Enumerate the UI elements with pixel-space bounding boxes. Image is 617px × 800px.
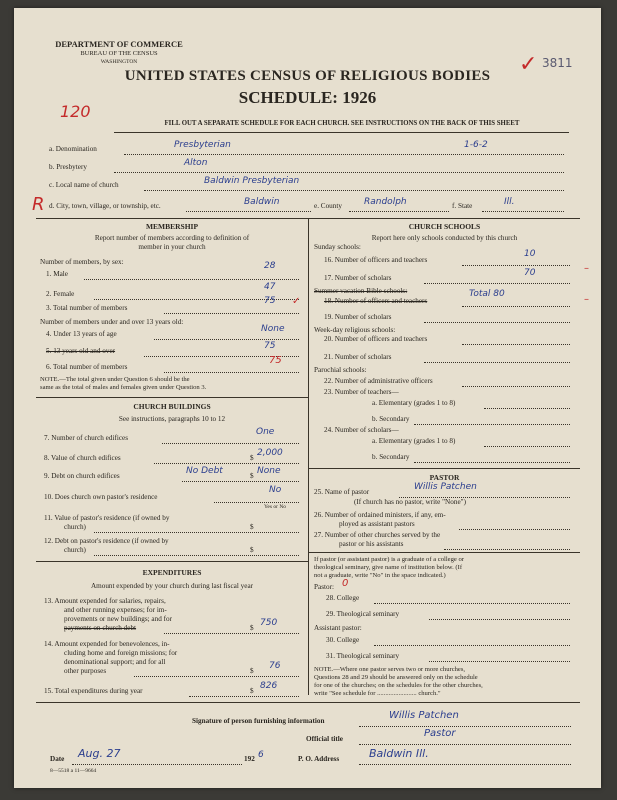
q14-label-b: cluding home and foreign missions; for xyxy=(64,649,178,657)
schools-bottom-rule xyxy=(309,468,580,469)
q23b-label: b. Secondary xyxy=(372,415,410,423)
denomination-code: 1-6-2 xyxy=(464,140,488,150)
q5-label: 5. 13 years old and over xyxy=(46,347,116,355)
q13-label-b: and other running expenses; for im- xyxy=(64,606,167,614)
membership-heading: MEMBERSHIP xyxy=(145,222,199,231)
parochial-label: Parochial schools: xyxy=(314,366,367,374)
q23a-line xyxy=(484,408,570,409)
po-address-value: Baldwin Ill. xyxy=(369,747,429,760)
q16-value: 10 xyxy=(524,249,536,259)
q9-line xyxy=(182,481,299,482)
pastor-note-4: write "See schedule for ........................ church." xyxy=(314,690,441,697)
date-label: Date xyxy=(50,755,65,763)
membership-bottom-rule xyxy=(36,397,308,398)
q2-value: 47 xyxy=(264,282,276,292)
q5-value: 75 xyxy=(264,341,276,351)
q20-label: 20. Number of officers and teachers xyxy=(324,335,428,343)
q8-dollar: $ xyxy=(250,454,254,462)
presbytery-value: Alton xyxy=(184,158,208,168)
q11-line xyxy=(94,532,299,533)
q17-line xyxy=(424,283,570,284)
q26-line xyxy=(459,529,570,530)
q2-label: 2. Female xyxy=(46,290,75,298)
official-title-line xyxy=(359,744,571,745)
red-letter-annotation: R xyxy=(32,194,45,215)
date-value: Aug. 27 xyxy=(78,747,121,760)
q6-label: 6. Total number of members xyxy=(46,363,128,371)
denomination-value: Presbyterian xyxy=(174,140,231,150)
column-divider xyxy=(308,218,309,695)
pastor-bottom-rule xyxy=(309,552,580,553)
signature-line xyxy=(359,726,571,727)
q3-value: 75 xyxy=(264,296,276,306)
q3-line xyxy=(164,313,299,314)
q13-label-a: 13. Amount expended for salaries, repairs, xyxy=(44,597,166,605)
state-line xyxy=(482,211,564,212)
q14-line xyxy=(134,676,299,677)
q31-label: 31. Theological seminary xyxy=(326,652,400,660)
q25-label: 25. Name of pastor xyxy=(314,488,370,496)
q12-dollar: $ xyxy=(250,546,254,554)
official-title-value: Pastor xyxy=(424,728,456,739)
q26-label-b: ployed as assistant pastors xyxy=(339,520,415,528)
membership-intro-1: Report number of members according to definition of xyxy=(94,234,250,242)
schools-heading: CHURCH SCHOOLS xyxy=(408,222,481,231)
q6-line xyxy=(164,372,299,373)
q18-value: Total 80 xyxy=(469,289,505,299)
schedule-title: SCHEDULE: 1926 xyxy=(238,88,377,107)
county-value: Randolph xyxy=(364,197,407,207)
q16-line xyxy=(462,265,570,266)
q9-note-value: No Debt xyxy=(186,466,223,476)
year-digit: 6 xyxy=(258,750,264,760)
q12-label-b: church) xyxy=(64,546,86,554)
department-block xyxy=(54,40,184,67)
graduate-text-1: If pastor (or assistant pastor) is a graduate of a college or xyxy=(314,556,464,563)
q17-value: 70 xyxy=(524,268,536,278)
q26-label-a: 26. Number of ordained ministers, if any, em- xyxy=(314,511,446,519)
church-name-value: Baldwin Presbyterian xyxy=(204,176,300,186)
q12-label-a: 12. Debt on pastor's residence (if owned by xyxy=(44,537,169,545)
q19-line xyxy=(424,322,570,323)
q4-line xyxy=(154,339,299,340)
q1-value: 28 xyxy=(264,261,276,271)
red-check-mark: ✓ xyxy=(519,52,538,77)
census-form-sheet xyxy=(14,8,601,788)
q8-line xyxy=(154,463,299,464)
q15-label: 15. Total expenditures during year xyxy=(44,687,143,695)
q16-label: 16. Number of officers and teachers xyxy=(324,256,428,264)
city-line xyxy=(186,211,311,212)
q17-label: 17. Number of scholars xyxy=(324,274,392,282)
signature-label: Signature of person furnishing information xyxy=(192,717,325,725)
q7-value: One xyxy=(256,427,275,437)
q29-line xyxy=(429,619,570,620)
denomination-line xyxy=(124,154,564,155)
q27-label-b: pastor or his assistants xyxy=(339,540,404,548)
q1-label: 1. Male xyxy=(46,270,68,278)
margin-dash-2: – xyxy=(584,294,589,305)
bureau-name: BUREAU OF THE CENSUS xyxy=(80,50,158,57)
state-label: f. State xyxy=(452,202,473,210)
q14-label-c: denominational support; and for all xyxy=(64,658,166,666)
q24b-line xyxy=(414,462,570,463)
q18-label: 18. Number of officers and teachers xyxy=(324,297,428,305)
q13-label-d: payments on church debt xyxy=(64,624,137,632)
q14-label-a: 14. Amount expended for benevolences, in- xyxy=(44,640,170,648)
q28-line xyxy=(374,603,570,604)
q3-label: 3. Total number of members xyxy=(46,304,128,312)
q9-value: None xyxy=(257,466,281,476)
q4-value: None xyxy=(261,324,285,334)
denomination-label: a. Denomination xyxy=(49,145,97,153)
stamp-number: 3811 xyxy=(542,56,573,70)
county-label: e. County xyxy=(314,202,342,210)
q15-value: 826 xyxy=(260,681,278,691)
q24a-label: a. Elementary (grades 1 to 8) xyxy=(372,437,456,445)
pastor-heading: PASTOR xyxy=(429,473,460,482)
q25-value: Willis Patchen xyxy=(414,482,477,492)
q8-label: 8. Value of church edifices xyxy=(44,454,121,462)
q11-label-a: 11. Value of pastor's residence (if owned by xyxy=(44,514,170,522)
schools-intro: Report here only schools conducted by this church xyxy=(371,234,518,242)
q30-line xyxy=(374,645,570,646)
department-name: DEPARTMENT OF COMMERCE xyxy=(55,39,183,49)
pastor-note-3: for one of the churches; on the schedules for the other churches, xyxy=(314,682,483,689)
q11-label-b: church) xyxy=(64,523,86,531)
q1-line xyxy=(84,279,299,280)
sunday-label: Sunday schools: xyxy=(314,243,361,251)
q21-label: 21. Number of scholars xyxy=(324,353,392,361)
q23a-label: a. Elementary (grades 1 to 8) xyxy=(372,399,456,407)
q23-label: 23. Number of teachers— xyxy=(324,388,399,396)
summer-label: Summer vacation Bible schools: xyxy=(314,287,408,295)
q24b-label: b. Secondary xyxy=(372,453,410,461)
q23b-line xyxy=(414,424,570,425)
city-label: d. City, town, village, or township, etc. xyxy=(49,202,161,210)
q29-label: 29. Theological seminary xyxy=(326,610,400,618)
pastor-note-2: Questions 28 and 29 should be answered only on the schedule xyxy=(314,674,478,681)
official-title-label: Official title xyxy=(306,735,343,743)
membership-note-1: NOTE.—The total given under Question 6 should be the xyxy=(40,376,190,383)
margin-dash-1: – xyxy=(584,263,589,274)
church-name-line xyxy=(144,190,564,191)
po-address-line xyxy=(359,764,571,765)
q14-dollar: $ xyxy=(250,667,254,675)
form-title: UNITED STATES CENSUS OF RELIGIOUS BODIES xyxy=(124,68,491,84)
expenditures-sub: Amount expended by your church during last fiscal year xyxy=(90,582,254,590)
q22-label: 22. Number of administrative officers xyxy=(324,377,433,385)
graduate-text-3: not a graduate, write "No" in the space indicated.) xyxy=(314,572,446,579)
state-value: Ill. xyxy=(504,197,515,207)
q27-line xyxy=(444,549,570,550)
q7-line xyxy=(162,443,299,444)
q9-label: 9. Debt on church edifices xyxy=(44,472,120,480)
membership-intro-2: member in your church xyxy=(138,243,206,251)
age-intro-label: Number of members under and over 13 years old: xyxy=(40,318,184,326)
q13-value: 750 xyxy=(260,618,278,628)
q11-dollar: $ xyxy=(250,523,254,531)
assistant-pastor-label: Assistant pastor: xyxy=(314,624,362,632)
q30-label: 30. College xyxy=(326,636,360,644)
q15-dollar: $ xyxy=(250,687,254,695)
fill-out-instruction: FILL OUT A SEPARATE SCHEDULE FOR EACH CHURCH. SEE INSTRUCTIONS ON THE BACK OF THIS SHEET xyxy=(164,120,520,127)
q22-line xyxy=(462,386,570,387)
q20-line xyxy=(462,344,570,345)
yes-no-hint: Yes or No xyxy=(264,504,287,510)
presbytery-label: b. Presbytery xyxy=(49,163,87,171)
q25-sub: (If church has no pastor, write "None") xyxy=(354,498,466,506)
year-prefix: 192 xyxy=(244,755,255,763)
q31-line xyxy=(429,661,570,662)
date-line xyxy=(72,764,242,765)
q13-line xyxy=(164,633,299,634)
q27-label-a: 27. Number of other churches served by the xyxy=(314,531,441,539)
red-number-annotation: 120 xyxy=(60,102,91,121)
pastor-note-1: NOTE.—Where one pastor serves two or more churches, xyxy=(314,666,466,673)
signature-value: Willis Patchen xyxy=(389,710,459,721)
q24-label: 24. Number of scholars— xyxy=(324,426,399,434)
expenditures-heading: EXPENDITURES xyxy=(142,568,202,577)
q6-value: 75 xyxy=(269,355,282,366)
presbytery-line xyxy=(114,172,564,173)
county-line xyxy=(349,211,449,212)
q3-red-mark: ✓ xyxy=(292,296,301,307)
graduate-text-2: theological seminary, give name of institution below. (If xyxy=(314,564,463,571)
pastor-grad-value: 0 xyxy=(342,578,349,589)
q8-value: 2,000 xyxy=(257,448,283,458)
form-number: 8—5518 a 11—9664 xyxy=(50,768,97,774)
q24a-line xyxy=(484,446,570,447)
membership-note-2: same as the total of males and females given under Question 3. xyxy=(40,384,207,391)
buildings-heading: CHURCH BUILDINGS xyxy=(133,402,211,411)
q10-line xyxy=(214,502,299,503)
header-rule xyxy=(114,132,569,133)
q14-value: 76 xyxy=(269,661,281,671)
pastor-sub-label: Pastor: xyxy=(314,583,334,591)
q4-label: 4. Under 13 years of age xyxy=(46,330,117,338)
buildings-sub: See instructions, paragraphs 10 to 12 xyxy=(118,415,226,423)
city-value: Baldwin xyxy=(244,197,280,207)
by-sex-label: Number of members, by sex: xyxy=(40,258,124,266)
q13-dollar: $ xyxy=(250,624,254,632)
weekday-label: Week-day religious schools: xyxy=(314,326,396,334)
q13-label-c: provements or new buildings; and for xyxy=(64,615,172,623)
q7-label: 7. Number of church edifices xyxy=(44,434,129,442)
buildings-bottom-rule xyxy=(36,561,308,562)
q10-value: No xyxy=(269,485,282,495)
q15-line xyxy=(189,696,299,697)
table-bottom-rule xyxy=(36,702,580,703)
q9-dollar: $ xyxy=(250,472,254,480)
q19-label: 19. Number of scholars xyxy=(324,313,392,321)
q21-line xyxy=(424,362,570,363)
q12-line xyxy=(94,555,299,556)
po-address-label: P. O. Address xyxy=(298,755,340,763)
city-name: WASHINGTON xyxy=(100,59,138,65)
church-name-label: c. Local name of church xyxy=(49,181,119,189)
q18-line xyxy=(462,306,570,307)
q10-label: 10. Does church own pastor's residence xyxy=(44,493,158,501)
q14-label-d: other purposes xyxy=(64,667,107,675)
q28-label: 28. College xyxy=(326,594,360,602)
